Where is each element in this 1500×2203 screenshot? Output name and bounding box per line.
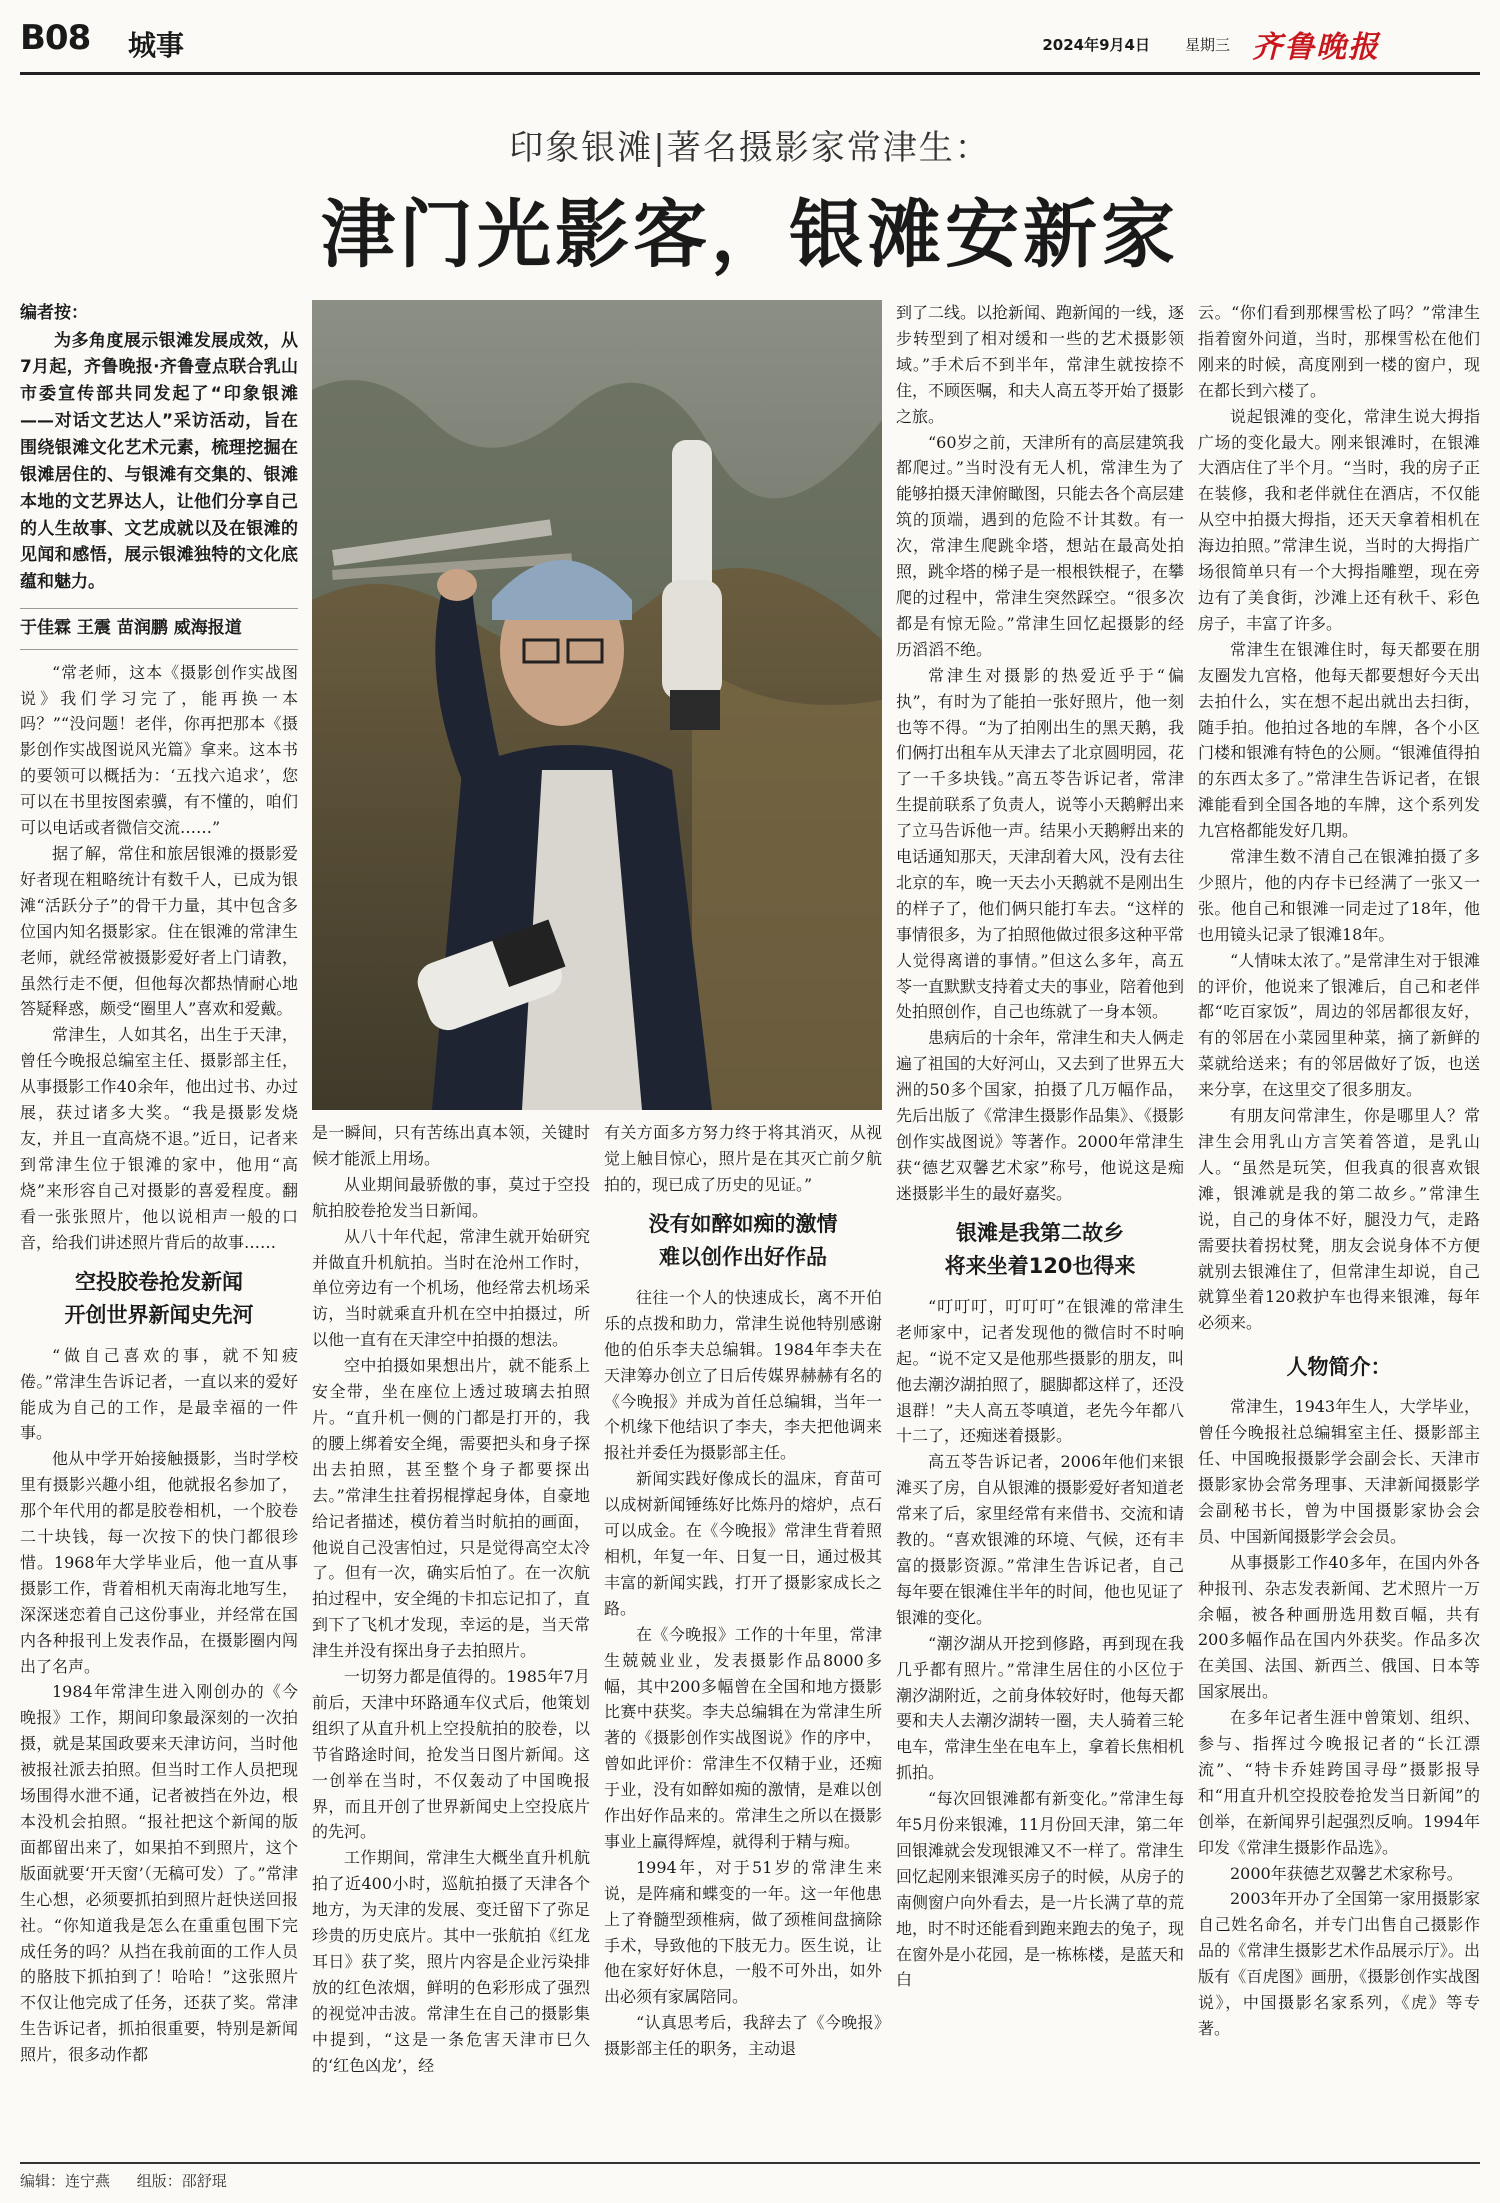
masthead — [20, 18, 1480, 70]
profile-paragraph: 从事摄影工作40多年，在国内外各种报刊、杂志发表新闻、艺术照片一万余幅，被各种画册选用数百幅，共有200多幅作品在国内外获奖。作品多次在美国、法国、新西兰、俄国、日本等国家展出。 — [1198, 1552, 1480, 1702]
photographer-photo — [312, 300, 882, 1110]
profile-paragraph: 常津生，1943年生人，大学毕业，曾任今晚报社总编辑室主任、摄影部主任、中国晚报摄影学会副会长、天津市摄影家协会常务理事、天津新闻摄影学会副秘书长，曾为中国摄影家协会会员、中国新闻摄影学会会员。 — [1198, 1397, 1480, 1546]
body-paragraph: 常津生，人如其名，出生于天津，曾任今晚报总编室主任、摄影部主任，从事摄影工作40余年，他出过书、办过展，获过诸多大奖。“我是摄影发烧友，并且一直高烧不退。”近日，记者来到常津生位于银滩的家中，他用“高烧”来形容自己对摄影的喜爱程度。翻看一张张照片，他以说相声一般的口音，给我们讲述照片背后的故事…… — [20, 1025, 298, 1252]
headline: 津门光影客，银滩安新家 — [321, 192, 1179, 278]
column-3 — [604, 1120, 882, 2160]
body-paragraph: 从业期间最骄傲的事，莫过于空投航拍胶卷抢发当日新闻。 — [312, 1174, 590, 1220]
footer-rule — [20, 2162, 1480, 2164]
photographer-portrait-icon — [312, 300, 882, 1110]
column-2 — [312, 1120, 590, 2160]
byline: 于佳霖 王震 苗润鹏 威海报道 — [20, 608, 298, 650]
body-paragraph: 到了二线。以抢新闻、跑新闻的一线，逐步转型到了相对缓和一些的艺术摄影领域。”手术后不到半年，常津生就按捺不住，不顾医嘱，和夫人高五苓开始了摄影之旅。 — [896, 303, 1184, 426]
kicker-title: 印象银滩|著名摄影家常津生： — [509, 128, 991, 168]
body-paragraph: “认真思考后，我辞去了《今晚报》摄影部主任的职务，主动退 — [604, 2013, 882, 2059]
body-paragraph: 常津生对摄影的热爱近乎于“偏执”，有时为了能拍一张好照片，他一刻也等不得。“为了拍刚出生的黑天鹅，我们俩打出租车从天津去了北京圆明园，花了一千多块钱。”高五苓告诉记者，常津生提前联系了负责人，说等小天鹅孵出来了立马告诉他一声。结果小天鹅孵出来的电话通知那天，天津刮着大风，没有去往北京的车，晚一天去小天鹅就不是刚出生的样子了，他们俩只能打车去。“这样的事情很多，为了拍照他做过很多这种平常人觉得离谱的事情。”但这么多年，高五苓一直默默支持着丈夫的事业，陪着他到处拍照创作，自己也练就了一身本领。 — [896, 665, 1184, 1022]
body-paragraph: 高五苓告诉记者，2006年他们来银滩买了房，自从银滩的摄影爱好者知道老常来了后，家里经常有来借书、交流和请教的。“喜欢银滩的环境、气候，还有丰富的摄影资源。”常津生告诉记者，自己每年要在银滩住半年的时间，他也见证了银滩的变化。 — [896, 1452, 1184, 1627]
body-paragraph: 是一瞬间，只有苦练出真本领，关键时候才能派上用场。 — [312, 1123, 590, 1168]
editor-note-label: 编者按： — [20, 303, 88, 323]
body-paragraph: “做自己喜欢的事，就不知疲倦。”常津生告诉记者，一直以来的爱好能成为自己的工作，是最幸福的一件事。 — [20, 1345, 298, 1443]
body-paragraph: 有关方面多方努力终于将其消灭，从视觉上触目惊心，照片是在其灭亡前夕航拍的，现已成了历史的见证。” — [604, 1123, 882, 1194]
subheading-1-line-2: 开创世界新闻史先河 — [64, 1303, 254, 1328]
body-paragraph: 患病后的十余年，常津生和夫人俩走遍了祖国的大好河山，又去到了世界五大洲的50多个国家，拍摄了几万幅作品，先后出版了《常津生摄影作品集》、《摄影创作实战图说》等著作。2000年常津生获“德艺双馨艺术家”称号，他说这是痴迷摄影半生的最好嘉奖。 — [896, 1028, 1184, 1203]
body-paragraph: 据了解，常住和旅居银滩的摄影爱好者现在粗略统计有数千人，已成为银滩“活跃分子”的骨干力量，其中包含多位国内知名摄影家。住在银滩的常津生老师，就经常被摄影爱好者上门请教，虽然行走不便，但他每次都热情耐心地答疑释惑，颇受“圈里人”喜欢和爱戴。 — [20, 844, 298, 1019]
body-paragraph: “叮叮叮，叮叮叮”在银滩的常津生老师家中，记者发现他的微信时不时响起。“说不定又是他那些摄影的朋友，叫他去潮汐湖拍照了，腿脚都这样了，还没退群！”夫人高五苓嗔道，老先今年都八十二了，还痴迷着摄影。 — [896, 1296, 1184, 1446]
masthead-rule — [20, 72, 1480, 75]
subheading-1 — [20, 1266, 298, 1333]
subheading-3 — [896, 1217, 1184, 1284]
body-paragraph: “潮汐湖从开挖到修路，再到现在我几乎都有照片。”常津生居住的小区位于潮汐湖附近，之前身体较好时，他每天都要和夫人去潮汐湖转一圈，夫人骑着三轮电车，常津生坐在电车上，拿着长焦相机抓拍。 — [896, 1633, 1184, 1783]
body-paragraph: 1994年，对于51岁的常津生来说，是阵痛和蝶变的一年。这一年他患上了脊髓型颈椎病，做了颈椎间盘摘除手术，导致他的下肢无力。医生说，让他在家好好休息，一般不可外出，如外出必须有家属陪同。 — [604, 1857, 882, 2007]
body-paragraph: 空中拍摄如果想出片，就不能系上安全带，坐在座位上透过玻璃去拍照片。“直升机一侧的门都是打开的，我的腰上绑着安全绳，需要把头和身子探出去拍照，甚至整个身子都要探出去。”常津生拄着拐棍撑起身体，自豪地给记者描述，模仿着当时航拍的画面，他说自己没害怕过，只是觉得高空太冷了。但有一次，确实后怕了。在一次航拍过程中，安全绳的卡扣忘记扣了，直到下了飞机才发现，幸运的是，当天常津生并没有探出身子去拍照片。 — [312, 1356, 590, 1661]
footer — [20, 2170, 249, 2191]
body-paragraph: “人情味太浓了。”是常津生对于银滩的评价，他说来了银滩后，自己和老伴都“吃百家饭”，周边的邻居都很友好，有的邻居在小菜园里种菜，摘了新鲜的菜就给送来；有的邻居做好了饭，也送来分享，在这里交了很多朋友。 — [1198, 950, 1480, 1100]
subheading-2 — [604, 1208, 882, 1275]
column-5 — [1198, 300, 1480, 2160]
body-paragraph: 工作期间，常津生大概坐直升机航拍了近400小时，巡航拍摄了天津各个地方，为天津的发展、变迁留下了弥足珍贵的历史底片。其中一张航拍《红龙耳日》获了奖，照片内容是企业污染排放的红色浓烟，鲜明的色彩形成了强烈的视觉冲击波。常津生在自己的摄影集中提到，“这是一条危害天津市巳久的‘红色凶龙’，经 — [312, 1848, 590, 2075]
subheading-3-line-2: 将来坐着120也得来 — [944, 1254, 1136, 1279]
body-paragraph: 1984年常津生进入刚创办的《今晚报》工作，期间印象最深刻的一次拍摄，就是某国政要来天津访问，当时他被报社派去拍照。但当时工作人员把现场围得水泄不通，记者被挡在外边，根本没机会拍照。“报社把这个新闻的版面都留出来了，如果拍不到照片，这个版面就要‘开天窗’（无稿可发）了。”常津生心想，必须要抓拍到照片赶快送回报社。“你知道我是怎么在重重包围下完成任务的吗？从挡在我前面的工作人员的胳肢下抓拍到了！哈哈！”这张照片不仅让他完成了任务，还获了奖。常津生告诉记者，抓拍很重要，特别是新闻照片，很多动作都 — [20, 1682, 298, 2065]
subheading-2-line-1: 没有如醉如痴的激情 — [648, 1211, 838, 1236]
issue-weekday: 星期三 — [1184, 36, 1230, 54]
body-paragraph: 说起银滩的变化，常津生说大拇指广场的变化最大。刚来银滩时，在银滩大酒店住了半个月。“当时，我的房子正在装修，我和老伴就住在酒店，不仅能从空中拍摄大拇指，还天天拿着相机在海边拍照。”常津生说，当时的大拇指广场很简单只有一个大拇指雕塑，现在旁边有了美食街，沙滩上还有秋千、彩色房子，丰富了许多。 — [1198, 406, 1480, 633]
body-paragraph: 新闻实践好像成长的温床，育苗可以成树新闻锤练好比炼丹的熔炉，点石可以成金。在《今晚报》常津生背着照相机，年复一年、日复一日，通过极其丰富的新闻实践，打开了摄影家成长之路。 — [604, 1469, 882, 1618]
body-paragraph: 常津生在银滩住时，每天都要在朋友圈发九宫格，他每天都要想好今天出去拍什么，实在想不起出就出去扫街，随手拍。他拍过各地的车牌，各个小区门楼和银滩有特色的公厕。“银滩值得拍的东西太多了。”常津生告诉记者，在银滩能看到全国各地的车牌，这个系列发九宫格都能发好几期。 — [1198, 639, 1480, 841]
paper-logo: 齐鲁晚报 — [1252, 30, 1380, 65]
editor-credit: 编辑：连宁燕 — [20, 2172, 111, 2190]
profile-paragraph: 2000年获德艺双馨艺术家称号。 — [1230, 1863, 1463, 1883]
issue-date: 2024年9月4日 — [1042, 36, 1150, 54]
profile-paragraph: 在多年记者生涯中曾策划、组织、参与、指挥过今晚报记者的“长江漂流”、“特卡乔娃跨国寻母”摄影报导和“用直升机空投胶卷抢发当日新闻”的创举，在新闻界引起强烈反响。1994年印发《常津生摄影作品选》。 — [1198, 1708, 1480, 1857]
body-paragraph: 常津生数不清自己在银滩拍摄了多少照片，他的内存卡已经满了一张又一张。他自己和银滩一同走过了18年，他也用镜头记录了银滩18年。 — [1198, 847, 1480, 944]
section-name: 城事 — [128, 29, 185, 62]
editor-note-body: 为多角度展示银滩发展成效，从7月起，齐鲁晚报·齐鲁壹点联合乳山市委宣传部共同发起了“印象银滩——对话文艺达人”采访活动，旨在围绕银滩文化艺术元素，梳理挖掘在银滩居住的、与银滩有交集的、银滩本地的文艺界达人，让他们分享自己的人生故事、文艺成就以及在银滩的见闻和感悟，展示银滩独特的文化底蕴和魅力。 — [20, 330, 298, 593]
body-paragraph: “每次回银滩都有新变化。”常津生每年5月份来银滩，11月份回天津，第二年回银滩就会发现银滩又不一样了。常津生回忆起刚来银滩买房子的时候，从房子的南侧窗户向外看去，是一片长满了草的荒地，时不时还能看到跑来跑去的兔子，现在窗外是小花园，是一栋栋楼，是蓝天和白 — [896, 1789, 1184, 1990]
subheading-1-line-1: 空投胶卷抢发新闻 — [75, 1269, 243, 1294]
profile-title: 人物简介： — [1286, 1355, 1392, 1380]
profile-paragraph: 2003年开办了全国第一家用摄影家自己姓名命名，并专门出售自己摄影作品的《常津生摄影艺术作品展示厅》。出版有《百虎图》画册，《摄影创作实战图说》，中国摄影名家系列，《虎》等专著。 — [1198, 1889, 1480, 2039]
body-paragraph: 云。“你们看到那棵雪松了吗？”常津生指着窗外问道，当时，那棵雪松在他们刚来的时候，高度刚到一楼的窗户，现在都长到六楼了。 — [1198, 303, 1480, 400]
body-paragraph: 往往一个人的快速成长，离不开伯乐的点拨和助力，常津生说他特别感谢他的伯乐李夫总编辑。1984年李夫在天津筹办创立了日后传媒界赫赫有名的《今晚报》并成为首任总编辑，当年一个机缘下他结识了李夫，李夫把他调来报社并委任为摄影部主任。 — [604, 1287, 882, 1463]
subheading-3-line-1: 银滩是我第二故乡 — [956, 1220, 1124, 1245]
subheading-2-line-2: 难以创作出好作品 — [659, 1245, 827, 1270]
column-4 — [896, 300, 1184, 2160]
layout-credit: 组版：邵舒琨 — [136, 2172, 227, 2190]
body-paragraph: “60岁之前，天津所有的高层建筑我都爬过。”当时没有无人机，常津生为了能够拍摄天津俯瞰图，只能去各个高层建筑的顶端，遇到的危险不计其数。有一次，常津生爬跳伞塔，想站在最高处拍照，跳伞塔的梯子是一根根铁棍子，在攀爬的过程中，常津生突然踩空。“很多次都是有惊无险。”常津生回忆起摄影的经历滔滔不绝。 — [896, 432, 1184, 659]
column-1 — [20, 300, 298, 2160]
body-paragraph: 在《今晚报》工作的十年里，常津生兢兢业业，发表摄影作品8000多幅，其中200多幅曾在全国和地方摄影比赛中获奖。李夫总编辑在为常津生所著的《摄影创作实战图说》作的序中，曾如此评价：常津生不仅精于业，还痴于业，没有如醉如痴的激情，是难以创作出好作品来的。常津生之所以在摄影事业上赢得辉煌，就得利于精与痴。 — [604, 1624, 882, 1851]
body-paragraph: 他从中学开始接触摄影，当时学校里有摄影兴趣小组，他就报名参加了，那个年代用的都是胶卷相机，一个胶卷二十块钱，每一次按下的快门都很珍惜。1968年大学毕业后，他一直从事摄影工作，背着相机天南海北地写生，深深迷恋着自己这份事业，并经常在国内各种报刊上发表作品，在摄影圈内闯出了名声。 — [20, 1449, 298, 1676]
body-paragraph: 一切努力都是值得的。1985年7月前后，天津中环路通车仪式后，他策划组织了从直升机上空投航拍的胶卷，以节省路途时间，抢发当日图片新闻。这一创举在当时，不仅轰动了中国晚报界，而且开创了世界新闻史上空投底片的先河。 — [312, 1667, 590, 1842]
body-paragraph: 从八十年代起，常津生就开始研究并做直升机航拍。当时在沧州工作时，单位旁边有一个机场，他经常去机场采访，当时就乘直升机在空中拍摄过，所以他一直有在天津空中拍摄的想法。 — [312, 1226, 590, 1350]
body-paragraph: “常老师，这本《摄影创作实战图说》我们学习完了，能再换一本吗？”“没问题！老伴，你再把那本《摄影创作实战图说风光篇》拿来。这本书的要领可以概括为：‘五找六追求’，您可以在书里按图索骥，有不懂的，咱们可以电话或者微信交流……” — [20, 662, 298, 838]
body-paragraph: 有朋友问常津生，你是哪里人？常津生会用乳山方言笑着答道，是乳山人。“虽然是玩笑，但我真的很喜欢银滩，银滩就是我的第二故乡。”常津生说，自己的身体不好，腿没力气，走路需要扶着拐杖凳，朋友会说身体不方便就别去银滩住了，但常津生却说，自己就算坐着120救护车也得来银滩，每年必须来。 — [1198, 1106, 1480, 1333]
page-code: B08 — [20, 18, 91, 58]
